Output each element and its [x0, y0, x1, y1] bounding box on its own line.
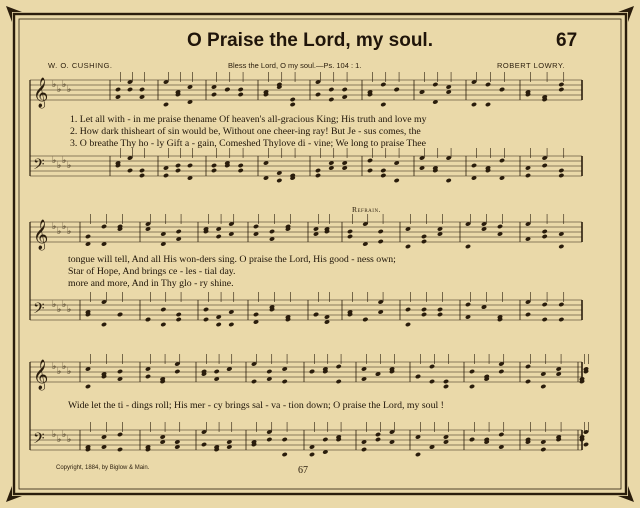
- hymn-number: 67: [556, 30, 578, 51]
- bass-clef-icon: 𝄢: [33, 430, 45, 451]
- lyric-verse-3: 3. O breathe Thy ho - ly Gift a - gain, Comeshed Thylove di - vine; We long to praise Thee: [70, 138, 426, 149]
- page-number: 67: [298, 465, 308, 476]
- svg-text:♭: ♭: [57, 160, 62, 170]
- note-group-3t: [85, 354, 589, 389]
- copyright-notice: Copyright, 1884, by Biglow & Main.: [56, 465, 150, 471]
- lyric-verse-1: 1. Let all with - in me praise thename Of heaven's all-gracious King; His truth and love my: [70, 114, 427, 125]
- treble-clef-icon: 𝄞: [33, 220, 49, 250]
- svg-text:♭: ♭: [67, 434, 72, 444]
- svg-text:♭: ♭: [52, 79, 57, 89]
- treble-clef-icon: 𝄞: [33, 78, 49, 108]
- svg-text:♭: ♭: [52, 221, 57, 231]
- svg-text:♭: ♭: [52, 299, 57, 309]
- scripture-reference: Bless the Lord, O my soul.—Ps. 104 : 1.: [228, 61, 362, 70]
- note-group-3b: [85, 422, 589, 457]
- composer-credit: ROBERT LOWRY.: [497, 61, 566, 70]
- note-group-1t: [115, 72, 565, 107]
- svg-text:♭: ♭: [67, 304, 72, 314]
- svg-text:♭: ♭: [52, 429, 57, 439]
- svg-text:♭: ♭: [67, 366, 72, 376]
- svg-text:♭: ♭: [62, 361, 67, 371]
- svg-text:♭: ♭: [57, 304, 62, 314]
- svg-text:♭: ♭: [62, 221, 67, 231]
- svg-text:♭: ♭: [67, 84, 72, 94]
- svg-text:♭: ♭: [52, 155, 57, 165]
- svg-text:♭: ♭: [62, 79, 67, 89]
- staff-1-treble: [30, 77, 582, 109]
- note-group-2b: [85, 292, 565, 327]
- note-group-1b: [115, 148, 565, 183]
- hymn-title: O Praise the Lord, my soul.: [186, 30, 433, 51]
- treble-clef-icon: 𝄞: [33, 360, 49, 390]
- svg-text:♭: ♭: [57, 84, 62, 94]
- lyric-line-2a: tongue will tell, And all His won-ders sing. O praise the Lord, His good - ness own;: [68, 254, 396, 265]
- lyricist-credit: W. O. CUSHING.: [48, 61, 113, 70]
- refrain-label: Refrain.: [352, 205, 381, 214]
- svg-text:♭: ♭: [67, 160, 72, 170]
- lyric-verse-2: 2. How dark thisheart of sin would be, Without one cheer-ing ray! But Je - sus comes, the: [70, 126, 421, 137]
- lyric-line-3: Wide let the ti - dings roll; His mer - cy brings sal - va - tion down; O praise the Lord, my soul !: [68, 400, 444, 411]
- lyric-line-2b: Star of Hope, And brings ce - les - tial day.: [68, 266, 236, 277]
- svg-text:♭: ♭: [62, 299, 67, 309]
- note-group-2t: [85, 214, 565, 249]
- svg-text:♭: ♭: [62, 429, 67, 439]
- bass-clef-icon: 𝄢: [33, 156, 45, 177]
- bass-clef-icon: 𝄢: [33, 300, 45, 321]
- svg-text:♭: ♭: [57, 226, 62, 236]
- svg-text:♭: ♭: [67, 226, 72, 236]
- svg-text:♭: ♭: [57, 366, 62, 376]
- lyric-line-2c: more and more, And in Thy glo - ry shine.: [68, 278, 234, 289]
- svg-text:♭: ♭: [62, 155, 67, 165]
- svg-text:♭: ♭: [52, 361, 57, 371]
- staff-1-bass: [30, 155, 582, 177]
- svg-text:♭: ♭: [57, 434, 62, 444]
